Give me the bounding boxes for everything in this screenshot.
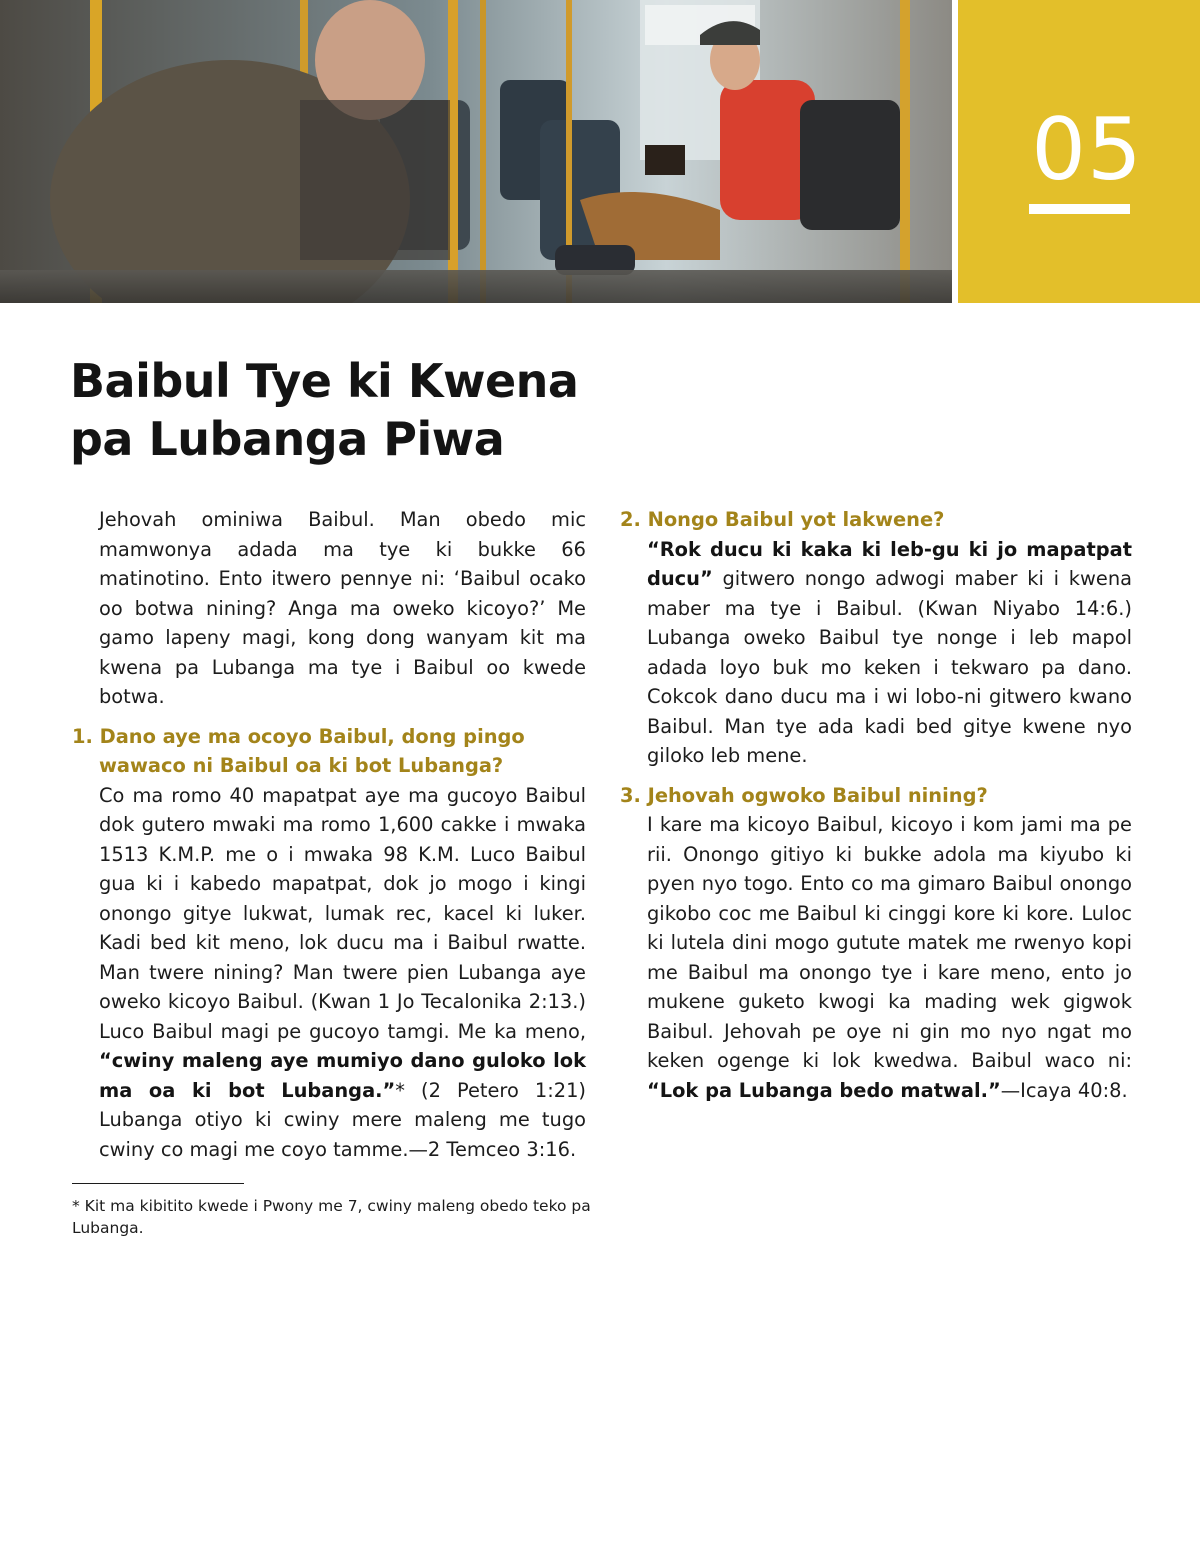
bus-scene-illustration	[0, 0, 952, 303]
answer-2	[620, 535, 1132, 771]
lesson-number-badge	[958, 0, 1200, 303]
answer-3	[620, 810, 1132, 1105]
left-column	[72, 505, 586, 1174]
answer-1-text: Co ma romo 40 mapatpat aye ma gucoyo Baibul dok gutero mwaki ma romo 1,600 cakke i mwaka 1513 K.M.P. me o i mwaka 98 K.M. Luco Baibul gua ki i kabedo mapatpat, dok jo mogo i kingi onongo gitye lukwat, lumak rec, kacel ki luker. Kadi bed kit meno, lok ducu ma i Baibul rwatte. Man twere nining? Man twere pien Lubanga aye oweko kicoyo Baibul. (Kwan 1 Jo Tecalonika 2:13.) Luco Baibul magi pe gucoyo tamgi. Me ka meno,	[99, 783, 586, 1043]
question-3: 3. Jehovah ogwoko Baibul nining?	[620, 783, 988, 807]
answer-3-quote: “Lok pa Lubanga bedo matwal.”	[647, 1078, 1001, 1102]
title-line-2: pa Lubanga Piwa	[70, 412, 505, 466]
lesson-number: 05	[1031, 100, 1143, 200]
intro-paragraph: Jehovah ominiwa Baibul. Man obedo mic mamwonya adada ma tye ki bukke 66 matinotino. Ento itwero pennye ni: ‘Baibul ocako oo botwa nining? Anga ma oweko kicoyo?’ Me gamo lapeny magi, kong dong wanyam kit ma kwena pa Lubanga ma tye i Baibul oo kwede botwa.	[99, 508, 586, 708]
badge-underline	[1029, 204, 1130, 214]
footnote-divider	[72, 1183, 244, 1184]
answer-1-reference: * (2 Petero 1:21) Lubanga otiyo ki cwiny mere maleng me tugo cwiny co magi me coyo tamme.—2 Temceo 3:16.	[99, 1078, 586, 1161]
right-column	[620, 505, 1132, 1115]
page-title	[70, 352, 670, 468]
answer-3-reference: —Icaya 40:8.	[1000, 1078, 1128, 1102]
question-2: 2. Nongo Baibul yot lakwene?	[620, 508, 945, 531]
question-1: 1. Dano aye ma ocoyo Baibul, dong pingo wawaco ni Baibul oa ki bot Lubanga?	[72, 724, 525, 777]
answer-3-text: I kare ma kicoyo Baibul, kicoyo i kom jami ma pe rii. Onongo gitiyo ki bukke adola ma kiyubo ki pyen nyo togo. Ento co ma gimaro Baibul onongo gikobo coc me Baibul ki cinggi kore ki kore. Luloc ki lutela dini mogo gutute matek me rwenyo kopi me Baibul ma onongo tye i kare meno, ento jo mukene guketo kwogi ka mading wek gigwok Baibul. Jehovah pe oye ni gin mo nyo ngat mo keken ogenge ki lok kwedwa. Baibul waco ni:	[647, 813, 1132, 1072]
title-line-1: Baibul Tye ki Kwena	[70, 354, 579, 408]
answer-1-quote: “cwiny maleng aye mumiyo dano guloko lok ma oa ki bot Lubanga.”	[99, 1049, 586, 1102]
answer-2-text: gitwero nongo adwogi maber ki i kwena maber ma tye i Baibul. (Kwan Niyabo 14:6.) Lubanga oweko Baibul tye nonge i leb mapol adada loyo buk mo keken i tekwaro pa dano. Cokcok dano ducu ma i wi lobo-ni gitwero kwano Baibul. Man tye ada kadi bed gitye kwene nyo giloko leb mene.	[647, 567, 1132, 767]
answer-1	[72, 781, 586, 1165]
answer-2-quote: “Rok ducu ki kaka ki leb-gu ki jo mapatpat ducu”	[647, 537, 1132, 590]
hero-photo	[0, 0, 952, 303]
footnote: * Kit ma kibitito kwede i Pwony me 7, cwiny maleng obedo teko pa Lubanga.	[72, 1197, 591, 1237]
